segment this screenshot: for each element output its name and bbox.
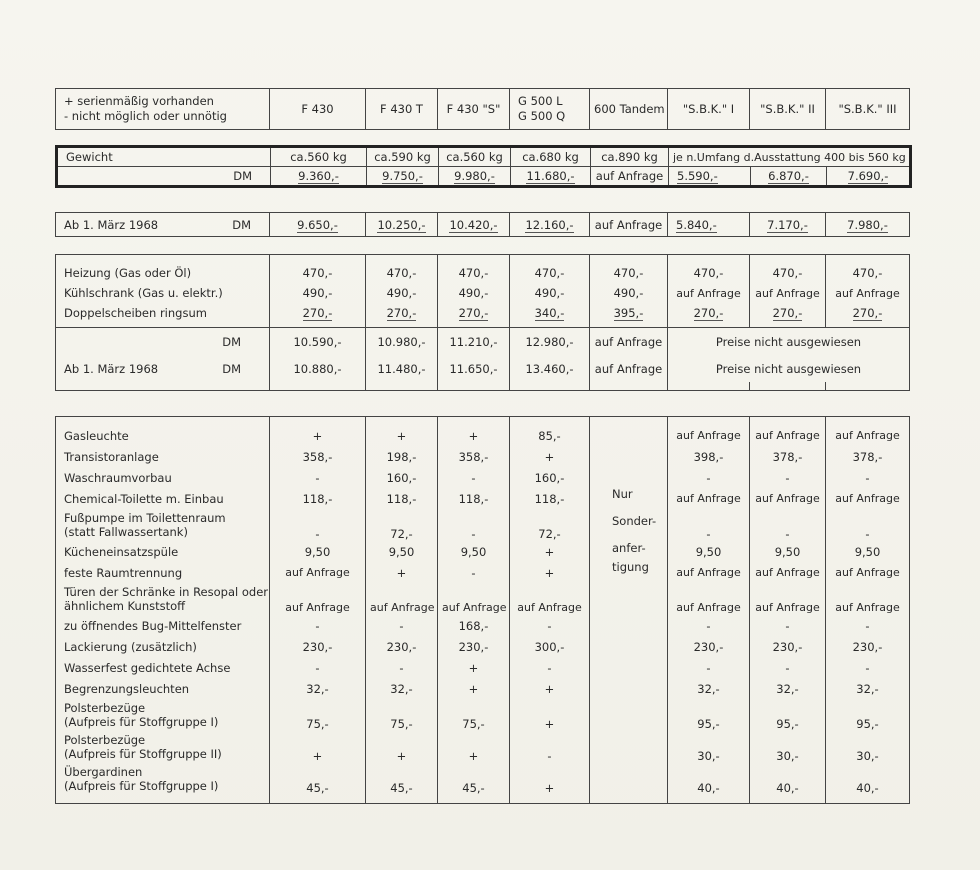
option-value: auf Anfrage (750, 425, 826, 446)
option-row (56, 488, 910, 509)
extras-value: 490,- (438, 283, 510, 303)
option-label-sub: (Aufpreis für Stoffgruppe I) (64, 779, 219, 793)
march-total: auf Anfrage (590, 355, 668, 382)
model-g500 (510, 89, 590, 130)
tandem-note-line: Nur (612, 487, 633, 501)
extras-value: 490,- (510, 283, 590, 303)
tandem-note-line: anfer- (612, 541, 646, 555)
extras-value: 270,- (458, 306, 489, 320)
option-row (56, 467, 910, 488)
march-unit: DM (232, 217, 251, 232)
option-value: 230,- (438, 636, 510, 657)
option-value: - (826, 615, 910, 636)
option-label: Polsterbezüge (64, 733, 146, 747)
extras-march-row (56, 355, 910, 382)
total-price: 11.210,- (438, 328, 510, 356)
option-value: 40,- (750, 763, 826, 795)
option-value: - (510, 615, 590, 636)
option-label: Lackierung (zusätzlich) (56, 636, 270, 657)
extras-row (56, 263, 910, 283)
option-label: Übergardinen (64, 765, 143, 779)
option-value: 40,- (668, 763, 750, 795)
option-value: auf Anfrage (826, 425, 910, 446)
option-value: 230,- (366, 636, 438, 657)
option-value: - (510, 731, 590, 763)
extras-value: 490,- (270, 283, 366, 303)
extras-total-row (56, 328, 910, 356)
option-value: - (750, 657, 826, 678)
option-value: 230,- (750, 636, 826, 657)
model-600-tandem: 600 Tandem (590, 89, 668, 130)
option-value: - (270, 657, 366, 678)
extras-value: 270,- (302, 306, 333, 320)
model-f430t: F 430 T (366, 89, 438, 130)
base-price: 7.690,- (847, 169, 889, 183)
option-value: - (750, 467, 826, 488)
extras-value: 490,- (590, 283, 668, 303)
option-label-cell (56, 583, 270, 615)
option-label: Waschraumvorbau (56, 467, 270, 488)
option-value: 9,50 (270, 541, 366, 562)
option-value: auf Anfrage (668, 425, 750, 446)
march-price: 10.420,- (449, 217, 498, 232)
option-label-cell (56, 509, 270, 541)
option-value: - (668, 467, 750, 488)
model-g500l: G 500 L (518, 94, 563, 108)
option-row (56, 731, 910, 763)
base-price: auf Anfrage (591, 167, 669, 187)
option-label: Wasserfest gedichtete Achse (56, 657, 270, 678)
option-value: 72,- (510, 509, 590, 541)
march-total: 13.460,- (510, 355, 590, 382)
option-value: 160,- (366, 467, 438, 488)
option-value: - (510, 657, 590, 678)
totals-note: Preise nicht ausgewiesen (668, 328, 910, 356)
option-value: 9,50 (668, 541, 750, 562)
option-value: auf Anfrage (826, 488, 910, 509)
extras-label: Kühlschrank (Gas u. elektr.) (56, 283, 270, 303)
option-row (56, 562, 910, 583)
option-value: - (438, 467, 510, 488)
march-price: 12.160,- (525, 217, 574, 232)
option-value: auf Anfrage (750, 562, 826, 583)
march-total: 10.880,- (270, 355, 366, 382)
extras-value: 470,- (438, 263, 510, 283)
option-value: + (510, 699, 590, 731)
weight-label: Gewicht (57, 147, 271, 167)
option-row (56, 446, 910, 467)
option-value: auf Anfrage (750, 488, 826, 509)
extras-march-label: Ab 1. März 1968 (64, 361, 159, 376)
extras-value: 470,- (668, 263, 750, 283)
option-row (56, 425, 910, 446)
tandem-note-line: tigung (612, 560, 649, 574)
option-value: + (270, 425, 366, 446)
option-value: 32,- (750, 678, 826, 699)
total-price: 10.590,- (270, 328, 366, 356)
option-value: 45,- (270, 763, 366, 795)
option-value: + (438, 425, 510, 446)
model-sbk-3: "S.B.K." III (826, 89, 910, 130)
option-value: 75,- (366, 699, 438, 731)
total-price: 12.980,- (510, 328, 590, 356)
option-value: auf Anfrage (270, 562, 366, 583)
option-value: auf Anfrage (366, 583, 438, 615)
option-value: 40,- (826, 763, 910, 795)
option-row (56, 541, 910, 562)
option-value: 9,50 (366, 541, 438, 562)
extras-value: auf Anfrage (750, 283, 826, 303)
option-value: 118,- (510, 488, 590, 509)
weight-value: ca.680 kg (511, 147, 591, 167)
option-value: auf Anfrage (668, 562, 750, 583)
option-value: 95,- (750, 699, 826, 731)
option-value: + (510, 562, 590, 583)
option-value: - (668, 657, 750, 678)
base-price: 11.680,- (526, 169, 575, 183)
option-value: 160,- (510, 467, 590, 488)
option-value: auf Anfrage (668, 488, 750, 509)
extras-value: 470,- (366, 263, 438, 283)
option-value: 358,- (438, 446, 510, 467)
option-row (56, 657, 910, 678)
model-g500q: G 500 Q (518, 109, 566, 123)
march-price: 9.650,- (297, 217, 338, 232)
option-value: - (668, 509, 750, 541)
extras-value: 490,- (366, 283, 438, 303)
sbk-weight-note: je n.Umfang d.Ausstattung 400 bis 560 kg (669, 147, 911, 167)
option-value: + (366, 562, 438, 583)
option-label-sub: (Aufpreis für Stoffgruppe I) (64, 715, 219, 729)
model-sbk-2: "S.B.K." II (750, 89, 826, 130)
option-row (56, 678, 910, 699)
option-label-sub: (Aufpreis für Stoffgruppe II) (64, 747, 222, 761)
option-value: + (438, 657, 510, 678)
option-value: auf Anfrage (826, 562, 910, 583)
legend (56, 89, 270, 130)
option-value: - (826, 467, 910, 488)
march-price-table (55, 212, 910, 237)
option-label: Transistoranlage (56, 446, 270, 467)
march-price: 10.250,- (377, 217, 426, 232)
extras-value: 395,- (613, 306, 644, 320)
option-label: Gasleuchte (56, 425, 270, 446)
extras-march-label-cell (56, 355, 270, 382)
extras-value: 340,- (534, 306, 565, 320)
option-row (56, 763, 910, 795)
option-label: feste Raumtrennung (56, 562, 270, 583)
extras-value: 470,- (826, 263, 910, 283)
march-label-cell (56, 213, 270, 237)
option-value: 30,- (750, 731, 826, 763)
legend-not-possible: - nicht möglich oder unnötig (64, 109, 227, 123)
option-value: - (438, 562, 510, 583)
total-unit: DM (56, 328, 270, 356)
option-value: 230,- (826, 636, 910, 657)
model-f430s: F 430 "S" (438, 89, 510, 130)
legend-included: + serienmäßig vorhanden (64, 94, 214, 108)
option-value: + (510, 541, 590, 562)
option-value: + (510, 446, 590, 467)
option-value: - (750, 509, 826, 541)
option-value: + (270, 731, 366, 763)
total-price: 10.980,- (366, 328, 438, 356)
extras-value: 270,- (772, 306, 803, 320)
extras-value: auf Anfrage (668, 283, 750, 303)
option-value: 95,- (826, 699, 910, 731)
header-table (55, 88, 910, 130)
option-value: 32,- (668, 678, 750, 699)
option-row (56, 509, 910, 541)
option-value: 118,- (438, 488, 510, 509)
price-unit: DM (57, 167, 271, 187)
option-value: 95,- (668, 699, 750, 731)
model-sbk-1: "S.B.K." I (668, 89, 750, 130)
option-label: Polsterbezüge (64, 701, 146, 715)
tandem-special-note (590, 425, 668, 804)
tandem-note-line: Sonder- (612, 514, 657, 528)
option-value: + (438, 731, 510, 763)
march-price: 5.840,- (676, 217, 717, 232)
option-label-sub: (statt Fallwassertank) (64, 525, 188, 539)
base-price: 9.980,- (454, 169, 495, 183)
option-value: 85,- (510, 425, 590, 446)
weight-value: ca.590 kg (367, 147, 439, 167)
extras-row (56, 283, 910, 303)
option-value: 198,- (366, 446, 438, 467)
option-value: 300,- (510, 636, 590, 657)
option-value: 358,- (270, 446, 366, 467)
march-price: 7.980,- (847, 217, 888, 232)
option-value: auf Anfrage (750, 583, 826, 615)
option-value: auf Anfrage (438, 583, 510, 615)
option-value: - (438, 509, 510, 541)
weight-price-table (55, 145, 912, 188)
option-row (56, 583, 910, 615)
extras-value: 270,- (386, 306, 417, 320)
option-value: 378,- (826, 446, 910, 467)
extras-value: 470,- (270, 263, 366, 283)
extras-value: 470,- (750, 263, 826, 283)
model-f430: F 430 (270, 89, 366, 130)
option-value: 45,- (438, 763, 510, 795)
march-price: auf Anfrage (590, 213, 668, 237)
option-value: - (366, 615, 438, 636)
option-value: + (510, 678, 590, 699)
option-value: 378,- (750, 446, 826, 467)
base-price: 9.750,- (382, 169, 423, 183)
option-value: 75,- (438, 699, 510, 731)
option-value: 32,- (826, 678, 910, 699)
base-price: 9.360,- (298, 169, 339, 183)
option-value: 72,- (366, 509, 438, 541)
option-value: 168,- (438, 615, 510, 636)
extras-label: Heizung (Gas oder Öl) (56, 263, 270, 283)
option-value: 9,50 (750, 541, 826, 562)
extras-row (56, 303, 910, 323)
extras-label: Doppelscheiben ringsum (56, 303, 270, 323)
march-price: 7.170,- (767, 217, 808, 232)
extras-b-table (55, 416, 910, 804)
march-total: 11.650,- (438, 355, 510, 382)
option-value: 118,- (366, 488, 438, 509)
base-price: 6.870,- (768, 169, 809, 183)
option-value: 118,- (270, 488, 366, 509)
extras-a-table (55, 254, 910, 391)
extras-value: 470,- (590, 263, 668, 283)
extras-march-unit: DM (222, 361, 241, 376)
option-value: + (366, 731, 438, 763)
option-value: - (270, 467, 366, 488)
option-value: 75,- (270, 699, 366, 731)
option-label-sub: ähnlichem Kunststoff (64, 599, 186, 613)
march-note: Preise nicht ausgewiesen (668, 355, 910, 382)
option-value: - (750, 615, 826, 636)
weight-value: ca.890 kg (591, 147, 669, 167)
option-value: + (366, 425, 438, 446)
option-row (56, 636, 910, 657)
weight-value: ca.560 kg (439, 147, 511, 167)
option-value: auf Anfrage (270, 583, 366, 615)
option-value: - (668, 615, 750, 636)
option-value: + (438, 678, 510, 699)
option-value: 9,50 (826, 541, 910, 562)
option-row (56, 615, 910, 636)
option-value: 398,- (668, 446, 750, 467)
option-value: - (270, 509, 366, 541)
option-value: - (826, 509, 910, 541)
extras-value: 470,- (510, 263, 590, 283)
option-label: zu öffnendes Bug-Mittelfenster (56, 615, 270, 636)
option-value: - (366, 657, 438, 678)
option-value: - (270, 615, 366, 636)
extras-value: auf Anfrage (826, 283, 910, 303)
march-total: 11.480,- (366, 355, 438, 382)
option-value: + (510, 763, 590, 795)
option-value: - (826, 657, 910, 678)
extras-value: 270,- (693, 306, 724, 320)
base-price: 5.590,- (677, 169, 718, 183)
option-value: 45,- (366, 763, 438, 795)
option-value: 230,- (668, 636, 750, 657)
option-label-cell (56, 699, 270, 731)
extras-value: 270,- (852, 306, 883, 320)
option-label: Kücheneinsatzspüle (56, 541, 270, 562)
option-value: 30,- (668, 731, 750, 763)
option-label-cell (56, 763, 270, 795)
option-value: auf Anfrage (510, 583, 590, 615)
option-label: Fußpumpe im Toilettenraum (64, 511, 226, 525)
option-value: auf Anfrage (668, 583, 750, 615)
march-label: Ab 1. März 1968 (64, 217, 159, 232)
option-label: Begrenzungsleuchten (56, 678, 270, 699)
option-value: 9,50 (438, 541, 510, 562)
option-value: 30,- (826, 731, 910, 763)
option-label: Türen der Schränke in Resopal oder (64, 585, 268, 599)
option-value: auf Anfrage (826, 583, 910, 615)
option-row (56, 699, 910, 731)
option-label-cell (56, 731, 270, 763)
total-price: auf Anfrage (590, 328, 668, 356)
option-value: 32,- (270, 678, 366, 699)
option-value: 230,- (270, 636, 366, 657)
option-value: 32,- (366, 678, 438, 699)
weight-value: ca.560 kg (271, 147, 367, 167)
option-label: Chemical-Toilette m. Einbau (56, 488, 270, 509)
